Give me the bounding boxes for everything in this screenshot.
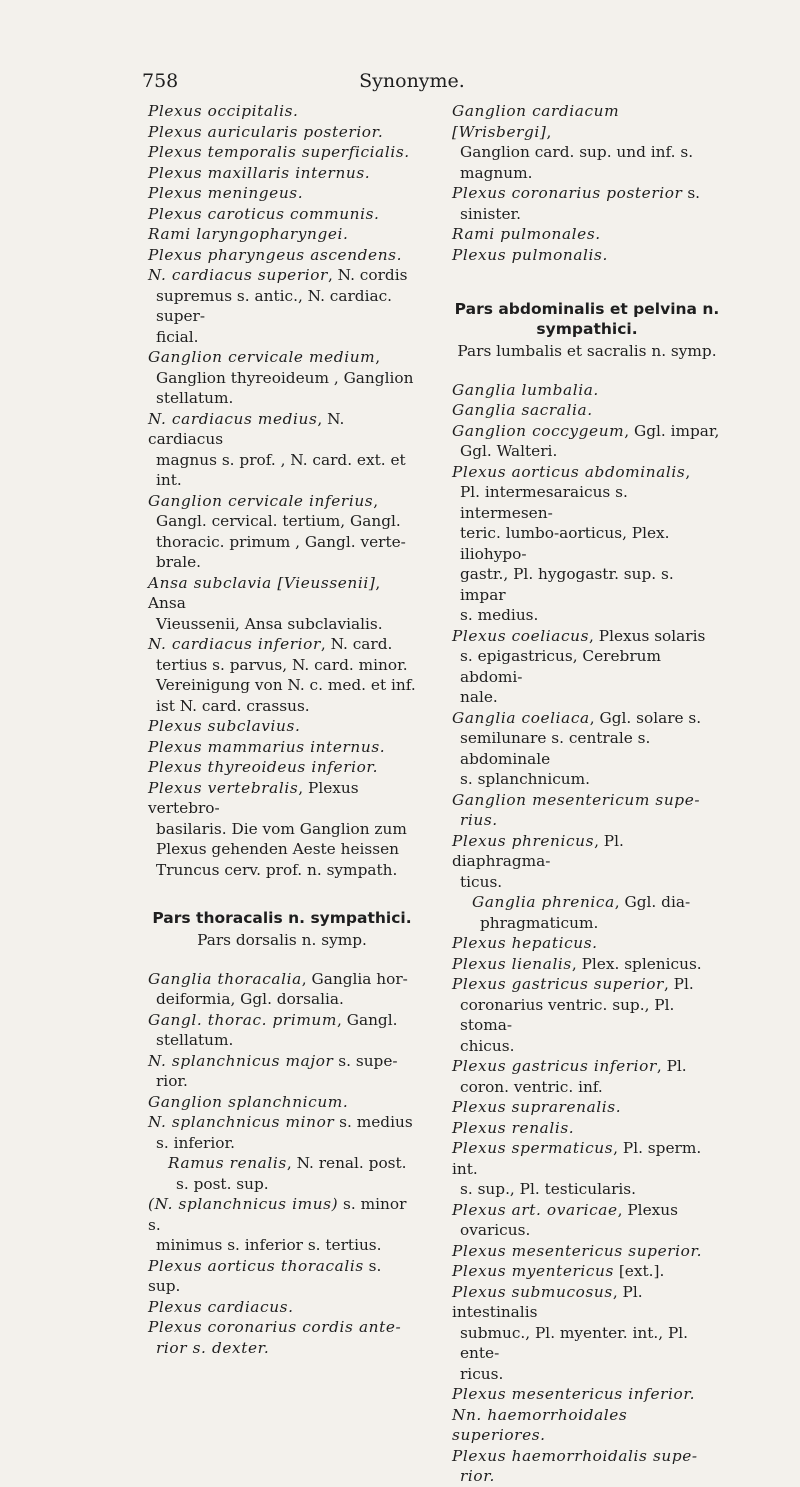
entry-term: N. cardiacus inferior: [148, 635, 321, 653]
entry-synonyms: , Gangl.: [337, 1010, 398, 1029]
entry-continuation: s. inferior.: [156, 1133, 235, 1152]
entry-synonyms: s. medius: [334, 1113, 413, 1131]
entry-continuation: phragmaticum.: [480, 913, 599, 932]
entry-term: Plexus spermaticus: [452, 1139, 614, 1157]
entry-term: Ganglia thoracalia: [148, 969, 302, 988]
synonym-entry: [148, 1092, 416, 1113]
entry-term: Ganglion cervicale medium: [148, 348, 376, 366]
entry-continuation: thoracic. primum , Gangl. verte-: [156, 532, 406, 551]
entry-synonyms: , N. renal. post.: [286, 1154, 407, 1172]
section-heading-line-1: Pars abdominalis et pelvina n.: [454, 300, 720, 318]
synonym-entry: [452, 245, 722, 266]
entry-synonyms: s.: [682, 184, 701, 202]
entry-continuation: basilaris. Die vom Ganglion zum: [156, 819, 407, 838]
entry-term: Rami laryngopharyngei.: [148, 225, 349, 243]
synonym-entry: [148, 1010, 416, 1051]
synonym-entry: [148, 183, 416, 204]
synonym-entry: [452, 101, 722, 183]
synonym-entry: [452, 421, 722, 462]
entry-term: Ramus renalis: [168, 1154, 287, 1172]
entry-term: Ganglia phrenica: [472, 893, 615, 911]
entry-continuation: coronarius ventric. sup., Pl. stoma-: [460, 995, 675, 1034]
entry-term: Plexus maxillaris internus.: [148, 163, 371, 182]
synonym-entry: [452, 1241, 722, 1262]
running-title: Synonyme.: [359, 70, 465, 92]
entry-term: Ganglion mesentericum supe-: [452, 790, 701, 809]
entry-synonyms: , Plexus solaris: [589, 626, 706, 645]
synonym-entry: [452, 400, 722, 421]
entry-continuation: ticus.: [460, 872, 503, 891]
entry-continuation: tertius s. parvus, N. card. minor.: [156, 655, 408, 674]
synonym-entry: [452, 831, 722, 893]
entry-continuation: s. splanchnicum.: [460, 770, 591, 788]
entry-synonyms: , Ggl. solare s.: [589, 708, 702, 727]
entry-term: Plexus haemorrhoidalis supe-: [452, 1446, 698, 1465]
entry-term: Plexus occipitalis.: [148, 102, 299, 120]
entry-term: Nn. haemorrhoidales superiores.: [452, 1405, 628, 1444]
synonym-entry: [452, 1097, 722, 1118]
entry-term: Plexus art. ovaricae: [452, 1200, 618, 1219]
entry-term: Plexus aorticus abdominalis: [452, 462, 686, 481]
entry-term: Plexus pharyngeus ascendens.: [148, 245, 403, 264]
synonym-entry: [148, 1112, 416, 1153]
entry-synonyms: , Plex. splenicus.: [571, 954, 702, 973]
synonym-entry: [148, 245, 416, 266]
entry-synonyms: , Ggl. impar,: [624, 421, 720, 440]
entry-continuation: semilunare s. centrale s. abdominale: [460, 729, 651, 768]
entry-continuation: Truncus cerv. prof. n. sympath.: [156, 860, 398, 879]
left-column: [148, 101, 416, 1358]
entry-continuation: sinister.: [460, 204, 522, 223]
entry-term: Plexus gastricus inferior: [452, 1057, 657, 1075]
synonym-entry: [148, 757, 416, 778]
synonym-entry: [452, 183, 722, 224]
synonym-entry: [148, 491, 416, 573]
entry-term: Ganglion cervicale inferius: [148, 491, 374, 510]
section-heading-abdominal: [452, 299, 722, 339]
entry-synonyms: , Ansa: [148, 573, 381, 612]
entry-term: Plexus mesentericus inferior.: [452, 1385, 696, 1403]
synonym-entry: [452, 892, 722, 933]
entry-synonyms: ,: [685, 462, 691, 481]
entry-continuation: stellatum.: [156, 1031, 234, 1049]
synonym-entry: [148, 1317, 416, 1358]
entry-synonyms: , N. card.: [320, 635, 393, 653]
section-heading: Pars thoracalis n. sympathici.: [152, 909, 412, 927]
synonym-entry: [148, 122, 416, 143]
entry-synonyms: [ext.].: [613, 1262, 665, 1280]
section-subheading: Pars dorsalis n. symp.: [197, 931, 367, 949]
synonym-entry: [148, 163, 416, 184]
synonym-entry: [452, 1384, 722, 1405]
entry-term: Plexus submucosus: [452, 1282, 613, 1301]
entry-continuation: submuc., Pl. myenter. int., Pl. ente-: [460, 1323, 689, 1362]
entry-continuation: rior.: [156, 1072, 188, 1090]
synonym-entry: [148, 1297, 416, 1318]
synonym-entry: [148, 265, 416, 347]
synonym-entry: [148, 716, 416, 737]
entry-synonyms: s. sup.: [148, 1256, 382, 1295]
synonym-entry: [148, 204, 416, 225]
entry-synonyms: , N. cardiacus: [148, 409, 345, 448]
synonym-entry: [452, 1118, 722, 1139]
synonym-entry: [148, 1194, 416, 1256]
entry-continuation: stellatum.: [156, 389, 234, 407]
entry-term: Plexus mesentericus superior.: [452, 1241, 703, 1260]
entry-term: Plexus subclavius.: [148, 717, 301, 735]
entry-synonyms: s. supe-: [333, 1051, 398, 1070]
entry-continuation: teric. lumbo-aorticus, Plex. iliohypo-: [460, 524, 670, 563]
entry-term: Plexus auricularis posterior.: [148, 122, 384, 141]
left-entries: [148, 101, 416, 880]
synonym-entry: [452, 790, 722, 831]
entry-continuation: ist N. card. crassus.: [156, 696, 310, 715]
synonym-entry: [148, 573, 416, 635]
entry-term: Rami pulmonales.: [452, 225, 601, 243]
entry-term: Ganglia sacralia.: [452, 401, 593, 419]
right-entries: [452, 101, 722, 265]
entry-synonyms: , Pl. sperm. int.: [452, 1139, 702, 1178]
entry-term: Ganglia lumbalia.: [452, 380, 599, 399]
synonym-entry: [452, 1056, 722, 1097]
entry-continuation: nale.: [460, 688, 498, 706]
entry-continuation: magnus s. prof. , N. card. ext. et: [156, 450, 406, 469]
entry-term: Plexus cardiacus.: [148, 1297, 294, 1316]
entry-continuation: minimus s. inferior s. tertius.: [156, 1236, 382, 1254]
section-subheading-lumbal: Pars lumbalis et sacralis n. symp.: [457, 342, 717, 360]
entry-term: Plexus thyreoideus inferior.: [148, 758, 379, 776]
entry-continuation: rius.: [460, 811, 498, 829]
entry-continuation: Gangl. cervical. tertium, Gangl.: [156, 512, 401, 530]
synonym-entry: [148, 409, 416, 491]
entry-term: N. splanchnicus minor: [148, 1113, 335, 1131]
entry-term: Plexus meningeus.: [148, 184, 304, 202]
entry-term: N. cardiacus superior: [148, 266, 328, 284]
synonym-entry: [148, 224, 416, 245]
synonym-entry: [452, 1261, 722, 1282]
entry-term: Plexus hepaticus.: [452, 934, 598, 952]
entry-term: Plexus lienalis: [452, 954, 572, 973]
synonym-entry: [148, 101, 416, 122]
entry-continuation: int.: [156, 471, 182, 489]
synonym-entry: [452, 708, 722, 790]
entry-continuation: Vereinigung von N. c. med. et inf.: [156, 676, 416, 694]
entry-continuation: Plexus gehenden Aeste heissen: [156, 840, 400, 858]
entry-term: Plexus vertebralis: [148, 778, 299, 797]
entry-synonyms: , Pl. intestinalis: [452, 1282, 643, 1321]
synonym-entry: [452, 1138, 722, 1200]
synonym-entry: [148, 1256, 416, 1297]
entry-synonyms: , Pl. diaphragma-: [452, 831, 624, 870]
synonym-entry: [452, 1405, 722, 1446]
synonym-entry: [148, 347, 416, 409]
entry-continuation: brale.: [156, 553, 202, 571]
entry-term: Plexus coronarius posterior: [452, 184, 683, 202]
entry-continuation: s. epigastricus, Cerebrum abdomi-: [460, 647, 662, 686]
synonym-entry: [452, 380, 722, 401]
entry-continuation: ovaricus.: [460, 1221, 531, 1239]
synonym-entry: [452, 462, 722, 626]
entry-term: Plexus aorticus thoracalis: [148, 1256, 364, 1275]
entry-term: Ganglion splanchnicum.: [148, 1092, 349, 1111]
left-entries-2: [148, 969, 416, 1359]
entry-continuation: Ggl. Walteri.: [460, 442, 558, 460]
entry-continuation: Ganglion thyreoideum , Ganglion: [156, 368, 414, 387]
synonym-entry: [148, 969, 416, 1010]
right-entries-2: [452, 380, 722, 1487]
entry-synonyms: , N. cordis: [327, 266, 408, 284]
page-number: 758: [142, 70, 179, 92]
synonym-entry: [148, 1051, 416, 1092]
entry-synonyms: ,: [546, 122, 552, 141]
entry-continuation: supremus s. antic., N. cardiac. super-: [156, 286, 393, 325]
entry-term: Ansa subclavia [Vieussenii]: [148, 573, 376, 592]
entry-term: Plexus coronarius cordis ante-: [148, 1318, 402, 1336]
entry-term: N. splanchnicus major: [148, 1051, 334, 1070]
section-heading-line-2: sympathici.: [536, 320, 638, 338]
entry-synonyms: , Plexus: [617, 1200, 678, 1219]
entry-continuation: ficial.: [156, 327, 199, 346]
entry-term: Plexus suprarenalis.: [452, 1098, 622, 1116]
synonym-entry: [452, 1282, 722, 1385]
synonym-entry: [148, 778, 416, 881]
entry-term: Plexus pulmonalis.: [452, 245, 608, 264]
entry-continuation: s. medius.: [460, 606, 539, 624]
entry-term: Plexus temporalis superficialis.: [148, 143, 410, 161]
entry-term: Ganglion coccygeum: [452, 421, 625, 440]
entry-synonyms: ,: [373, 491, 379, 510]
synonym-entry: [452, 224, 722, 245]
entry-term: N. cardiacus medius: [148, 409, 318, 428]
synonym-entry: [452, 974, 722, 1056]
entry-term: Plexus mammarius internus.: [148, 737, 386, 756]
entry-continuation: chicus.: [460, 1036, 515, 1055]
entry-term: Gangl. thorac. primum: [148, 1010, 337, 1029]
entry-continuation: deiformia, Ggl. dorsalia.: [156, 990, 344, 1008]
entry-continuation: rior.: [460, 1467, 495, 1485]
entry-continuation: s. post. sup.: [176, 1174, 269, 1193]
entry-synonyms: , Ggl. dia-: [614, 893, 691, 911]
entry-continuation: coron. ventric. inf.: [460, 1077, 603, 1096]
synonym-entry: [148, 634, 416, 716]
entry-synonyms: , Plexus vertebro-: [148, 778, 359, 817]
entry-synonyms: ,: [375, 348, 381, 366]
entry-continuation: rior s. dexter.: [156, 1338, 270, 1357]
entry-term: Ganglion cardiacum [Wrisbergi]: [452, 102, 620, 141]
synonym-entry: [452, 1200, 722, 1241]
entry-continuation: ricus.: [460, 1364, 504, 1383]
entry-synonyms: , Pl.: [656, 1057, 687, 1075]
entry-term: Plexus gastricus superior: [452, 975, 664, 993]
entry-continuation: s. sup., Pl. testicularis.: [460, 1180, 637, 1198]
synonym-entry: [452, 626, 722, 708]
synonym-entry: [452, 954, 722, 975]
entry-term: Plexus renalis.: [452, 1118, 575, 1137]
entry-continuation: magnum.: [460, 163, 533, 182]
entry-term: Plexus caroticus communis.: [148, 204, 380, 223]
synonym-entry: [148, 142, 416, 163]
page-header: [142, 70, 682, 92]
entry-continuation: Vieussenii, Ansa subclavialis.: [156, 614, 383, 633]
entry-continuation: Pl. intermesaraicus s. intermesen-: [460, 483, 628, 522]
right-column: [452, 101, 722, 1487]
synonym-entry: [148, 737, 416, 758]
entry-term: (N. splanchnicus imus): [148, 1195, 339, 1213]
entry-synonyms: , Ganglia hor-: [301, 969, 408, 988]
synonym-entry: [148, 1153, 416, 1194]
entry-synonyms: s. minor s.: [148, 1195, 407, 1234]
synonym-entry: [452, 1446, 722, 1487]
entry-term: Plexus phrenicus: [452, 831, 595, 850]
entry-synonyms: , Pl.: [663, 975, 694, 993]
entry-term: Plexus coeliacus: [452, 626, 590, 645]
entry-continuation: gastr., Pl. hygogastr. sup. s. impar: [460, 565, 674, 604]
entry-term: Ganglia coeliaca: [452, 708, 590, 727]
synonym-entry: [452, 933, 722, 954]
entry-continuation: Ganglion card. sup. und inf. s.: [460, 143, 694, 161]
entry-term: Plexus myentericus: [452, 1262, 614, 1280]
